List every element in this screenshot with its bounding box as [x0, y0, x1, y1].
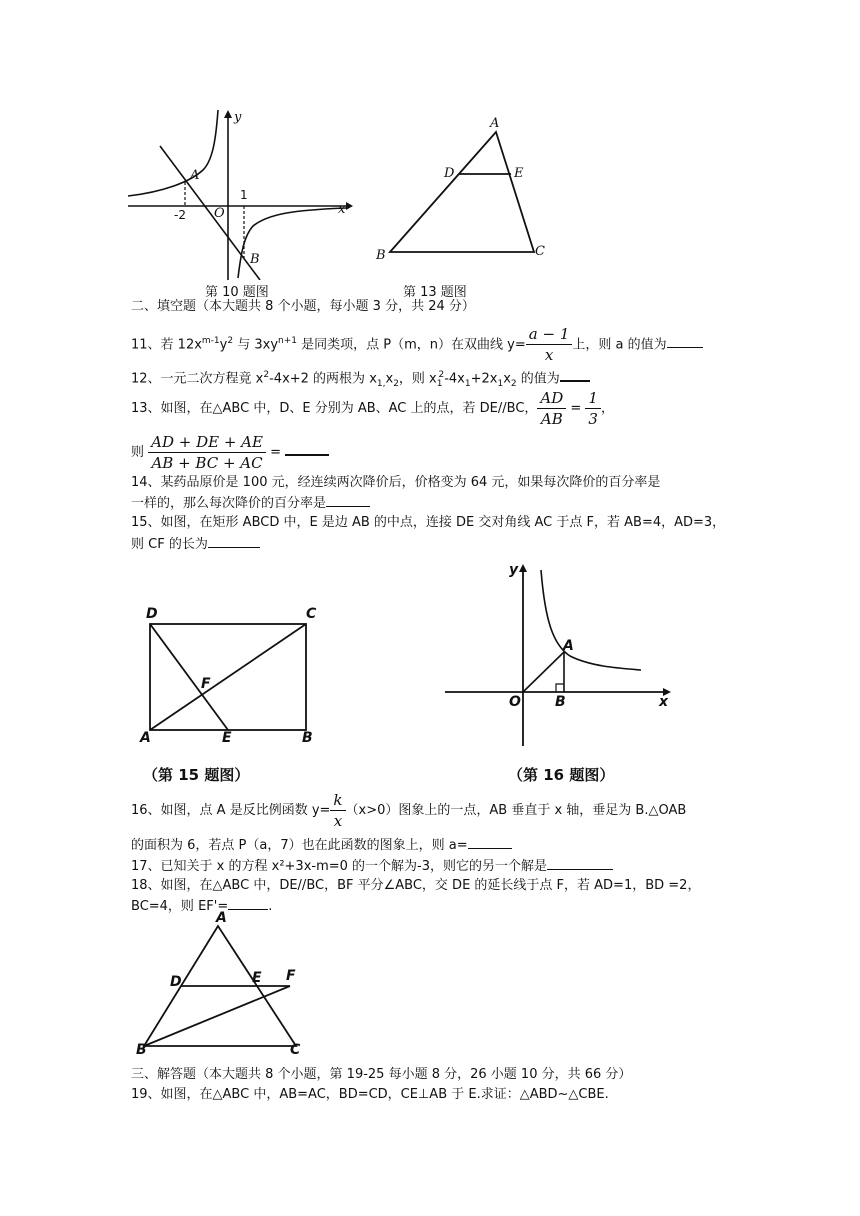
fig15-label-D: D	[146, 606, 158, 622]
fig10-label-one: 1	[240, 188, 248, 202]
q13-fraction-ratio: $\frac{AD}{AB}$	[537, 389, 566, 428]
fig10-label-x: x	[338, 202, 346, 217]
fig10-label-B: B	[250, 252, 260, 267]
fig18-segment-BF	[144, 986, 290, 1046]
q13-fraction-third: $\frac{1}{3}$	[585, 389, 601, 428]
q13-fraction-perimeter: $\frac{AD + DE + AE}{AB + BC + AC}$	[148, 433, 266, 472]
question-16-line2: 的面积为 6，若点 P（a，7）也在此函数的图象上，则 a=	[131, 836, 512, 855]
fig13-label-C: C	[535, 244, 545, 259]
fig10-label-neg2: -2	[174, 208, 186, 222]
fig15-label-A: A	[140, 730, 151, 746]
fig15-label-E: E	[222, 730, 232, 746]
question-14-line2: 一样的，那么每次降价的百分率是	[131, 494, 370, 513]
fig18-label-D: D	[170, 974, 182, 990]
fig13-triangle	[390, 132, 534, 252]
fig15-label-C: C	[306, 606, 317, 622]
fig10-caption: 第 10 题图	[205, 285, 269, 300]
fig10-label-y: y	[234, 110, 242, 125]
fig16-segment-OA	[523, 652, 564, 692]
q14-answer-blank	[326, 494, 370, 507]
figure-10	[128, 108, 353, 280]
question-15-line1: 15、如图，在矩形 ABCD 中，E 是边 AB 的中点，连接 DE 交对角线 AC 于点 F，若 AB=4，AD=3，	[131, 515, 726, 530]
q11-fraction: $\frac{a - 1}{x}$	[526, 325, 573, 364]
fig15-diagonal-AC	[150, 624, 306, 730]
fig15-label-B: B	[302, 730, 313, 746]
fig10-hyperbola-left	[128, 110, 218, 196]
fig18-label-B: B	[136, 1042, 147, 1058]
q15-answer-blank	[208, 535, 260, 548]
question-11: 11、若 $12x^{m-1}y^2$ 与 $3xy^{n+1}$ 是同类项，点 P（m，n）在双曲线 y= $\frac{a - 1}{x}$ 上，则 a 的值为	[131, 318, 703, 368]
question-17: 17、已知关于 x 的方程 x²+3x-m=0 的一个解为-3，则它的另一个解是	[131, 857, 613, 876]
question-13-line1: 13、如图，在△ABC 中，D、E 分别为 AB、AC 上的点，若 DE//BC， $\frac{AD}{AB}$ = $\frac{1}{3}$ ，	[131, 389, 614, 428]
q16-answer-blank	[468, 836, 512, 849]
figure-16	[445, 560, 675, 750]
section-2-heading: 二、填空题（本大题共 8 个小题，每小题 3 分，共 24 分）	[131, 299, 475, 314]
q17-answer-blank	[547, 857, 613, 870]
question-18-line2: BC=4，则 EF'= .	[131, 899, 273, 914]
figure-18	[132, 910, 312, 1058]
fig16-label-y: y	[509, 562, 519, 578]
section-3-heading: 三、解答题（本大题共 8 个小题，第 19-25 每小题 8 分，26 小题 10 分，共 66 分）	[131, 1067, 632, 1082]
fig18-label-A: A	[216, 910, 227, 926]
question-19: 19、如图，在△ABC 中，AB=AC，BD=CD，CE⊥AB 于 E.求证：△ABD~△CBE.	[131, 1087, 609, 1102]
fig16-label-A: A	[563, 638, 574, 654]
fig10-label-A: A	[190, 168, 200, 183]
fig16-label-B: B	[555, 694, 566, 710]
fig16-label-O: O	[509, 694, 521, 710]
fig13-label-D: D	[444, 166, 455, 181]
fig16-hyperbola	[541, 570, 641, 670]
fig13-label-E: E	[514, 166, 524, 181]
q13-answer-blank	[285, 442, 329, 456]
question-18-line1: 18、如图，在△ABC 中，DE//BC，BF 平分∠ABC，交 DE 的延长线于点 F，若 AD=1，BD =2，	[131, 878, 701, 893]
q16-fraction: $\frac{k}{x}$	[330, 791, 345, 830]
q18-answer-blank	[228, 897, 268, 910]
fig15-segment-DE	[150, 624, 228, 730]
fig13-label-A: A	[490, 116, 500, 131]
question-14-line1: 14、某药品原价是 100 元，经连续两次降价后，价格变为 64 元，如果每次降价的百分率是	[131, 475, 661, 490]
fig13-caption: 第 13 题图	[403, 285, 467, 300]
figure-15	[138, 606, 328, 746]
fig18-label-E: E	[252, 970, 262, 986]
question-15-line2: 则 CF 的长为	[131, 535, 260, 554]
fig16-label-x: x	[659, 694, 669, 710]
figure-13	[372, 116, 552, 270]
question-13-line2: 则 $\frac{AD + DE + AE}{AB + BC + AC}$ =	[131, 430, 329, 476]
fig15-label-F: F	[201, 676, 211, 692]
fig15-caption: （第 15 题图）	[143, 766, 250, 784]
fig18-label-F: F	[286, 968, 296, 984]
fig16-caption: （第 16 题图）	[508, 766, 615, 784]
question-12: 12、一元二次方程竟 $x^2-4x+2$ 的两根为 $x_{1,}x_2$，则 $x_1^2-4x_1+2x_1x_2$ 的值为	[131, 366, 590, 393]
fig13-label-B: B	[376, 248, 386, 263]
q11-answer-blank	[667, 335, 703, 348]
q12-answer-blank	[560, 368, 590, 382]
question-16-line1: 16、如图，点 A 是反比例函数 y= $\frac{k}{x}$ （x>0）图象上的一点，AB 垂直于 x 轴，垂足为 B.△OAB	[131, 791, 687, 830]
fig10-label-O: O	[214, 206, 225, 221]
fig10-hyperbola-right	[238, 208, 346, 278]
fig18-label-C: C	[290, 1042, 301, 1058]
